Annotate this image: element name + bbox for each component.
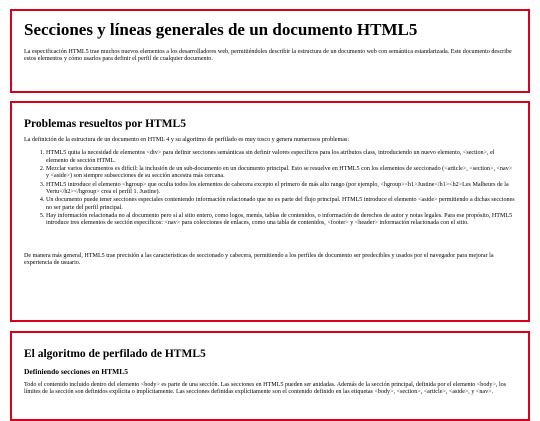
algorithm-heading: El algoritmo de perfilado de HTML5 (24, 348, 206, 360)
section-intro (10, 9, 530, 93)
section-problems (10, 101, 530, 322)
algorithm-subheading: Definiendo secciones en HTML5 (24, 367, 128, 376)
list-item: 3. HTML5 introduce el elemento <hgroup> que oculta todos los elementos de cabecera excepto el primero de más alto rango (por ejemplo, <hgroup><h1>Justine</h1><h2>Les Malheurs de la Vertu</h2></hgroup> crea el perfil 1. Justine). (46, 182, 516, 197)
problems-closing: De manera más general, HTML5 trae precisión a las características de seccionado y cabecera, permitiendo a los perfiles de documento ser predecibles y usados por el navegador para mejorar la experiencia de usuario. (24, 252, 494, 267)
intro-paragraph: La especificación HTML5 trae muchos nuevos elementos a los desarrolladores web, permitiéndoles describir la estructura de un documento web con semántica estandarizada. Este documento describe estos elementos y cómo usarlos para definir el perfil de cualquier documento. (24, 49, 512, 63)
problems-list (24, 150, 516, 227)
section-algorithm (10, 331, 530, 421)
list-item: 5. Hay información relacionada no al documento pero sí al sitio entero, como logos, menús, tablas de contenidos, o información de derechos de autor y notas legales. Para ese propósito, HTML5 introduce tres elementos de sección específicos: <nav> para colecciones de enlaces, como una tabla de contenidos, <footer> y <header> información relacionada con el sitio. (46, 213, 516, 228)
problems-heading: Problemas resueltos por HTML5 (24, 118, 186, 130)
list-item: 1. HTML5 quita la necesidad de elementos <div> para definir secciones semánticas sin definir valores específicos para los atributos class, introduciendo un nuevo elemento, <section>, el elemento de sección HTML. (46, 150, 516, 165)
algorithm-paragraph: Todo el contenido incluido dentro del elemento <body> es parte de una sección. Las secciones en HTML5 pueden ser anidadas. Además de la sección principal, definida por el elemento <body>, los límites de la sección son definidos explícita o implícitamente. Las secciones definidas explícitamente son el contenido definido en las etiquetas <body>, <section>, <article>, <aside>, y <nav>. (24, 382, 507, 396)
list-item: 4. Un documento puede tener secciones especiales conteniendo información relacionado que no es parte del flujo principal. HTML5 introduce el elemento <aside> permitiendo a dichas secciones no ser parte del perfil principal. (46, 197, 516, 212)
list-item: 2. Mezclar varios documentos es difícil: la inclusión de un sub-documento en un documento principal. Esto se resuelve en HTML5 con los elementos de seccionado (<article>, <section>, <nav> y <aside>) son siempre subsecciones de su sección ancestra más cercana. (46, 166, 516, 181)
page-title: Secciones y líneas generales de un documento HTML5 (24, 20, 418, 39)
problems-intro: La definición de la estructura de un documento en HTML 4 y su algoritmo de perfilado es muy tosco y genera numerosos problemas: (24, 137, 350, 143)
